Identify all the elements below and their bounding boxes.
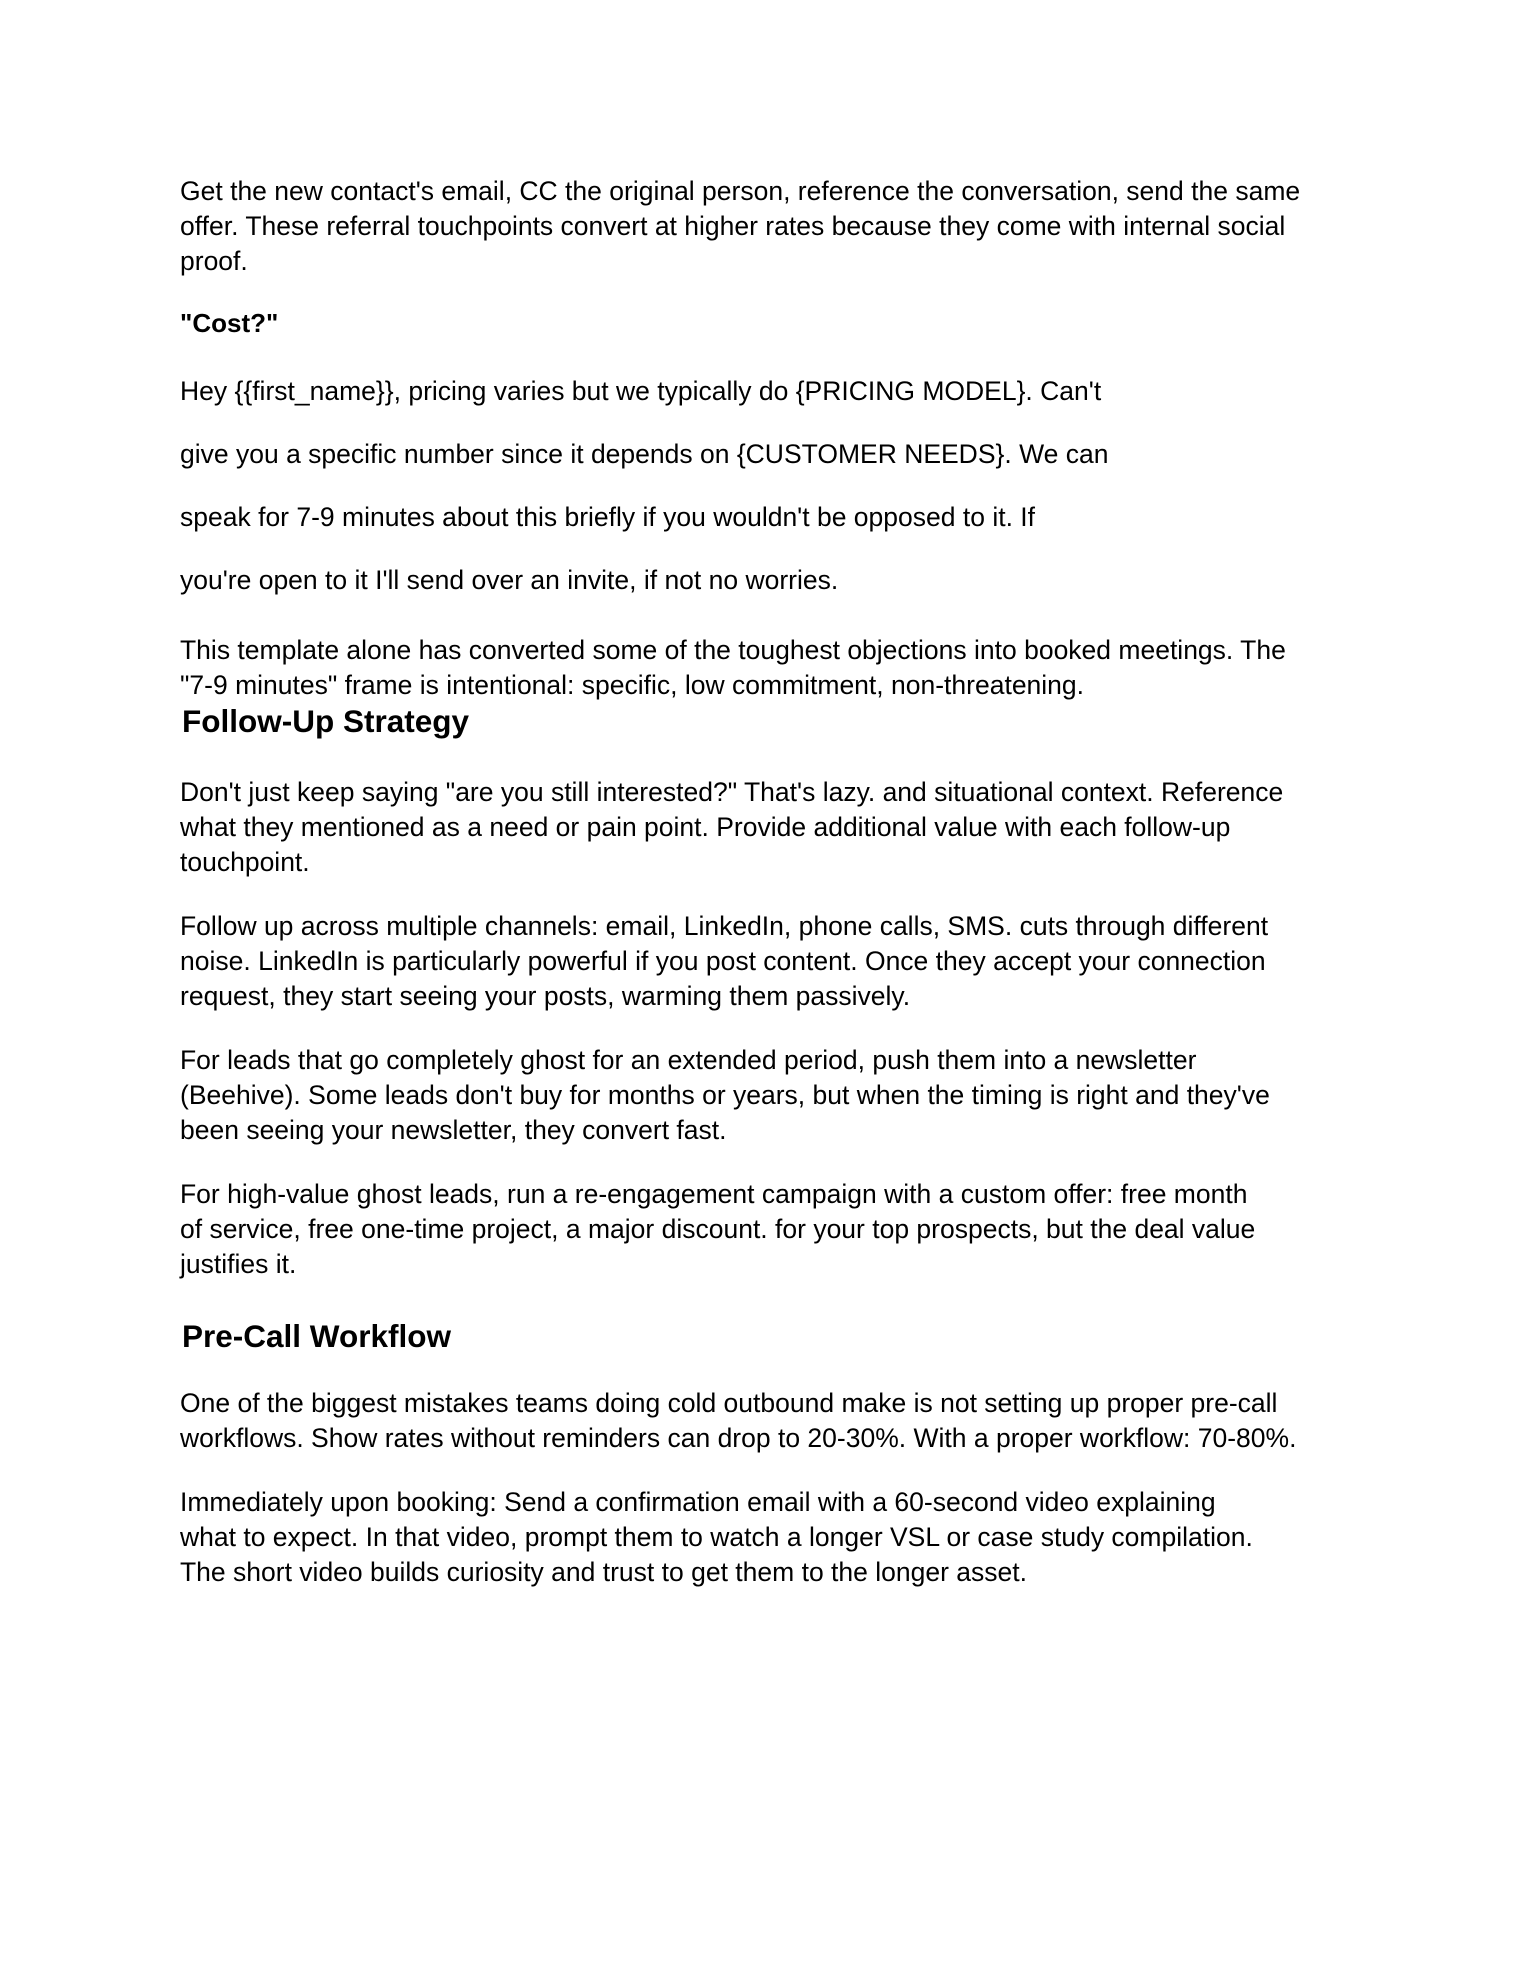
pre-call-heading: Pre-Call Workflow [182,1318,451,1354]
text-line: what to expect. In that video, prompt them to watch a longer VSL or case study compilation. [180,1522,1253,1552]
text-line: proof. [180,246,248,276]
text-line: offer. These referral touchpoints convert at higher rates because they come with internal social [180,211,1286,241]
cost-label: "Cost?" [180,308,279,338]
text-line: touchpoint. [180,847,310,877]
text-line: justifies it. [180,1249,297,1279]
text-line: One of the biggest mistakes teams doing cold outbound make is not setting up proper pre-call [180,1388,1278,1418]
text-line: request, they start seeing your posts, warming them passively. [180,981,911,1011]
text-line: For high-value ghost leads, run a re-engagement campaign with a custom offer: free month [180,1179,1248,1209]
referral-paragraph [180,174,1350,279]
follow-up-paragraph-3 [180,1043,1350,1148]
follow-up-paragraph-1 [180,775,1350,880]
text-line: (Beehive). Some leads don't buy for months or years, but when the timing is right and they've [180,1080,1270,1110]
pre-call-paragraph-2 [180,1485,1350,1590]
cost-template-line: give you a specific number since it depends on {CUSTOMER NEEDS}. We can [180,439,1109,469]
text-line: Get the new contact's email, CC the original person, reference the conversation, send the same [180,176,1301,206]
cost-template-line: speak for 7-9 minutes about this briefly if you wouldn't be opposed to it. If [180,502,1036,532]
cost-template-line: Hey {{first_name}}, pricing varies but we typically do {PRICING MODEL}. Can't [180,376,1102,406]
text-line: Follow up across multiple channels: email, LinkedIn, phone calls, SMS. cuts through different [180,911,1269,941]
follow-up-paragraph-2 [180,909,1350,1014]
text-line: "7-9 minutes" frame is intentional: specific, low commitment, non-threatening. [180,670,1085,700]
cost-template-line: you're open to it I'll send over an invite, if not no worries. [180,565,839,595]
text-line: noise. LinkedIn is particularly powerful if you post content. Once they accept your connection [180,946,1266,976]
text-line: The short video builds curiosity and trust to get them to the longer asset. [180,1557,1027,1587]
pre-call-paragraph-1 [180,1386,1350,1456]
text-line: been seeing your newsletter, they convert fast. [180,1115,727,1145]
follow-up-heading: Follow-Up Strategy [182,703,470,739]
text-line: This template alone has converted some of the toughest objections into booked meetings. The [180,635,1286,665]
text-line: what they mentioned as a need or pain point. Provide additional value with each follow-up [180,812,1231,842]
template-note-paragraph [180,633,1350,703]
follow-up-paragraph-4 [180,1177,1350,1282]
text-line: Don't just keep saying "are you still interested?" That's lazy. and situational context. Reference [180,777,1284,807]
text-line: Immediately upon booking: Send a confirmation email with a 60-second video explaining [180,1487,1216,1517]
text-line: For leads that go completely ghost for an extended period, push them into a newsletter [180,1045,1197,1075]
text-line: of service, free one-time project, a major discount. for your top prospects, but the deal value [180,1214,1256,1244]
text-line: workflows. Show rates without reminders can drop to 20-30%. With a proper workflow: 70-80%. [180,1423,1297,1453]
